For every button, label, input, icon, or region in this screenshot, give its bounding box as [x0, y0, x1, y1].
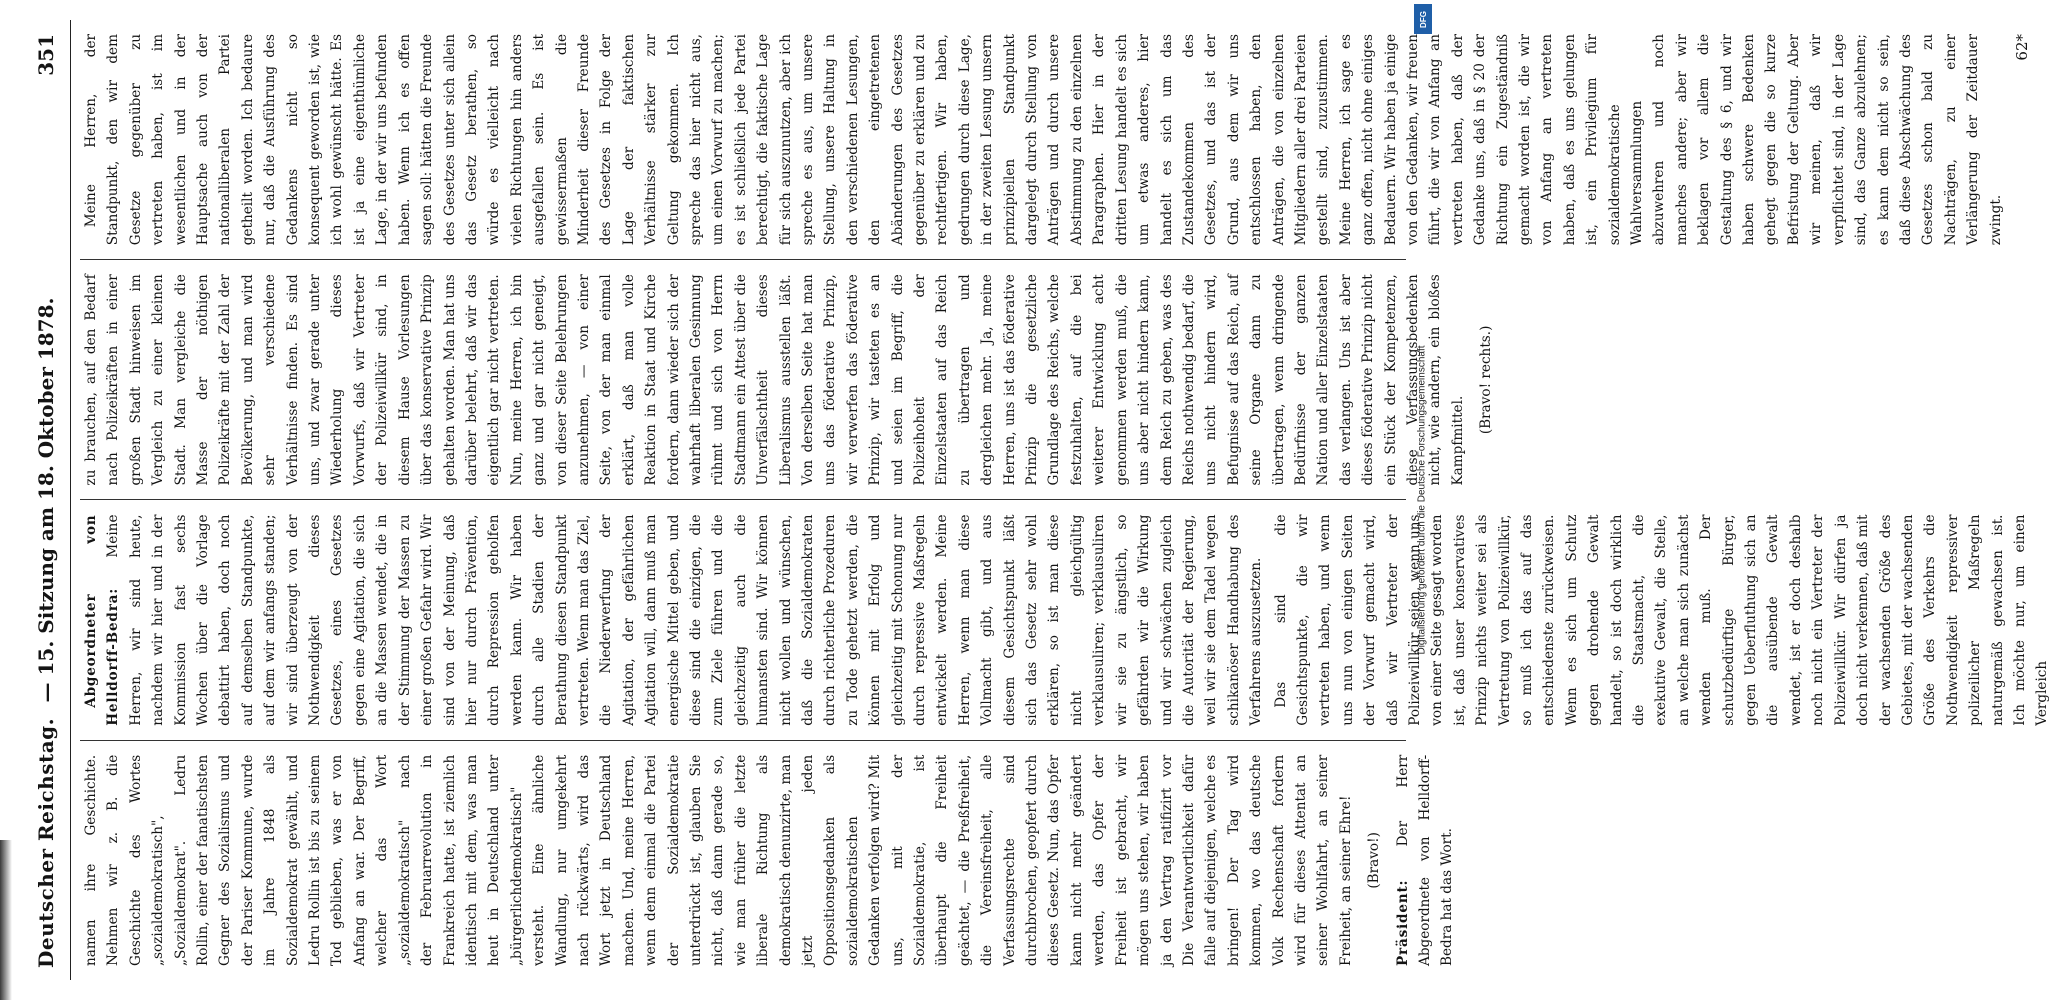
paragraph: Das sind die Gesichtspunkte, die wir vertreten haben, und wenn uns nun von einigen Seiten der Vorwurf gemacht wird, daß wir Vertreter der Polizeiwillkür seien, wenn uns von einer Seite gesagt worden ist, daß unser konservatives Prinzip nichts weiter sei als Vertretung von Polizeiwillkür, so muß ich das auf das entschiedenste zurückweisen. Wenn es sich um Schutz gegen drohende Gewalt handelt, so ist doch wirklich die Staatsmacht, die exekutive Gewalt, die Stelle, an welche man sich zunächst wenden muß. Der schutzbedürftige Bürger, gegen Ueberfluthung sich an die ausübende Gewalt wendet, ist er doch deshalb noch nicht ein Vertreter der Polizeiwillkür. Wir dürfen ja doch nicht verkennen, daß mit der wachsenden Größe des Gebietes, mit der wachsenden Größe des Verkehrs die Nothwendigkeit repressiver polizeilicher Maßregeln naturgemäß gewachsen ist. Ich möchte nur, um einen Vergleich — [1272, 514, 2051, 726]
paragraph: Meine Herren, wir sind heute, nachdem wir hier und in der Kommission fast sechs Wochen über die Vorlage debattirt haben, doch noch auf demselben Standpunkte, auf dem wir anfangs standen; wir sind überzeugt von der Nothwendigkeit dieses Gesetzes, eines Gesetzes gegen eine Agitation, die sich an die Massen wendet, die in der Stimmung der Massen zu einer großen Gefahr wird. Wir sind von der Meinung, daß hier nur durch Prävention, durch Repression geholfen werden kann. Wir haben durch alle Stadien der Berathung diesen Standpunkt vertreten. Wenn man das Ziel, die Niederwerfung der Agitation, der gefährlichen Agitation will, dann muß man energische Mittel geben, und diese sind die einzigen, die zum Ziele führen und die gleichzeitig auch die humansten sind. Wir können nicht wollen und wünschen, daß die Sozialdemokraten durch richterliche Prozeduren zu Tode gehetzt werden, die können mit Erfolg und gleichzeitig mit Schonung nur durch repressive Maßregeln entwickelt werden. Meine Herren, wenn man diese Vollmacht gibt, und aus diesem Gesichtspunkt läßt sich das Gesetz sehr wohl erklären, so ist man diese nicht gleichgültig verklausuliren; verklausuliren wir sie zu ängstlich, so gefährden wir die Wirkung und wir schwächen zugleich die Autorität der Regierung, weil wir sie dem Tadel wegen schikanöser Handhabung des Verfahrens auszusetzen. — [105, 514, 1265, 726]
session-date: — 15. Sitzung am 18. Oktober 1878. — [34, 297, 58, 703]
publication-title: Deutscher Reichstag. — [34, 717, 58, 968]
page-edge-shadow — [0, 840, 12, 1000]
page-number: 351 — [34, 34, 58, 76]
applause-note: (Bravo!) — [1366, 832, 1383, 889]
digitization-credit — [1414, 0, 1430, 1000]
statement-text: Der Herr Abgeordnete von Helldorff-Bedra hat das Wort. — [1394, 754, 1456, 966]
logo-text: DFG — [1418, 10, 1428, 28]
speech-opening — [80, 515, 1268, 726]
applause-note: (Bravo! rechts.) — [1478, 325, 1495, 435]
paragraph: namen ihre Geschichte. Nehmen wir z. B. die Geschichte des Wortes „sozialdemokratisch", „Sozialdemokrat". Ledru Rollin, einer der fanatischsten Gegner des Sozialismus und der Pariser Kommune, wurde im Jahre 1848 als Sozialdemokrat gewählt, und Ledru Rollin ist bis zu seinem Tod geblieben, was er von Anfang an war. Der Begriff, welcher das Wort „sozialdemokratisch" nach der Februarrevolution in Frankreich hatte, ist ziemlich identisch mit dem, was man heut in Deutschland unter „bürgerlichdemokratisch" versteht. Eine ähnliche Wandlung, nur umgekehrt nach rückwärts, wird das Wort jetzt in Deutschland machen. Und, meine Herren, wenn denn einmal die Partei der Sozialdemokratie unterdrückt ist, glauben Sie nicht, daß dann gerade so, wie man früher die letzte liberale Richtung als demokratisch denunzirte, man jetzt jeden Oppositionsgedanken als sozialdemokratischen Gedanken verfolgen wird? Mit uns, mit der Sozialdemokratie, ist überhaupt die Freiheit geächtet, — die Preßfreiheit, die Vereinsfreiheit, alle Verfassungsrechte sind durchbrochen, geopfert durch dieses Gesetz. Nun, das Opfer kann nicht mehr geändert werden, das Opfer der Freiheit ist gebracht, wir mögen uns stehen, wir haben ja den Vertrag ratifizirt vor Die Verantwortlichkeit dafür falle auf diejenigen, welche es bringen! Der Tag wird kommen, wo das deutsche Volk Rechenschaft fordern wird für dieses Attentat an seiner Wohlfahrt, an seiner Freiheit, an seiner Ehre! — [83, 754, 1354, 966]
page-header — [26, 20, 71, 980]
speaker-label: Abgeordneter von Helldorff-Bedra: — [83, 514, 122, 726]
signature-mark: 62* — [2012, 34, 2031, 61]
paragraph: zu brauchen, auf den Bedarf nach Polizeikräften in einer großen Stadt hinweisen im Vergleich zu einer kleinen Stadt. Man vergleiche die Masse der nöthigen Polizeikräfte mit der Zahl der Bevölkerung, und man wird sehr verschiedene Verhältnisse finden. Es sind uns, und zwar gerade unter Wiederholung dieses Vorwurfs, daß wir Vertreter der Polizeiwillkür sind, in diesem Hause Vorlesungen über das konservative Prinzip gehalten worden. Man hat uns darüber belehrt, daß wir das eigentlich gar nicht vertreten. Nun, meine Herren, ich bin ganz und gar nicht geneigt, von dieser Seite Belehrungen anzunehmen, — von einer Seite, von der man einmal erklärt, daß man volle Reaktion in Staat und Kirche fordern, dann wieder sich der wahrhaft liberalen Gesinnung rühmt und sich von Herrn Stadtmann ein Attest über die Unverfälschtheit dieses Liberalismus ausstellen läßt. Von derselben Seite hat man uns das föderative Prinzip, wir verwerfen das föderative Prinzip, wir tasteten es an und seien im Begriff, die Polizeihoheit der Einzelstaaten auf das Reich zu übertragen und dergleichen mehr. Ja, meine Herren, uns ist das föderative Prinzip die gesetzliche Grundlage des Reichs, welche festzuhalten, auf die bei weiterer Entwicklung acht genommen werden muß, die uns aber nicht hindern kann, dem Reich zu geben, was des Reichs nothwendig bedarf, die uns nicht hindern wird, Befugnisse auf das Reich, auf seine Organe dann zu übertragen, wenn dringende Bedürfnisse der ganzen Nation und aller Einzelstaaten das verlangen. Uns ist aber dieses föderative Prinzip nicht ein Stück der Kompetenzen, diese Verfassungsbedenken nicht, wie andern, ein bloßes Kampfmittel. — [83, 274, 1466, 486]
column-1 — [80, 741, 1456, 980]
speaker-label: Präsident: — [1394, 879, 1411, 966]
dfg-logo — [1414, 4, 1432, 34]
credit-text: Digitalisierung gefördert durch die Deutsche Forschungsgemeinschaft — [1416, 345, 1428, 655]
paragraph: Meine Herren, der Standpunkt, den wir dem Gesetze gegenüber zu vertreten haben, ist im wesentlichen und in der Hauptsache auch von der nationalliberalen Partei getheilt worden. Ich bedaure nur, daß die Ausführung des Gedankens nicht so konsequent geworden ist, wie ich wohl gewünscht hätte. Es ist ja eine eigenthümliche Lage, in der wir uns befunden haben. Wenn ich es offen sagen soll: hätten die Freunde des Gesetzes unter sich allein das Gesetz berathen, so würde es vielleicht nach vielen Richtungen hin anders ausgefallen sein. Es ist gewissermaßen die Minderheit dieser Freunde des Gesetzes in Folge der Lage der faktischen Verhältnisse stärker zur Geltung gekommen. Ich spreche das hier nicht aus, um einen Vorwurf zu machen; es ist schließlich jede Partei berechtigt, die faktische Lage für sich auszunutzen, aber ich spreche es aus, um unsere Stellung, unsere Haltung in den verschiedenen Lesungen, den eingetretenen Abänderungen des Gesetzes gegenüber zu erklären und zu rechtfertigen. Wir haben, gedrungen durch diese Lage, in der zweiten Lesung unsern prinzipiellen Standpunkt dargelegt durch Stellung von Anträgen und durch unsere Abstimmung zu den einzelnen Paragraphen. Hier in der dritten Lesung handelt es sich um etwas anderes, hier handelt es sich um das Zustandekommen des Gesetzes, und das ist der Grund, aus dem wir uns entschlossen haben, den Anträgen, die von einzelnen Mitgliedern aller drei Parteien gestellt sind, zuzustimmen. Meine Herren, ich sage es ganz offen, nicht ohne einiges Bedauern. Wir haben ja einige von den Gedanken, wir freuen führt, die wir von Anfang an vertreten haben, daß der Gedanke uns, daß in § 20 der Richtung ein Zugeständniß gemacht worden ist, die wir von Anfang an vertreten haben, daß es uns gelungen ist, ein Privilegium für sozialdemokratische Wahlversammlungen abzuwehren und noch manches andere; aber wir beklagen vor allem die Gestaltung des § 6, und wir haben schwere Bedenken gehegt gegen die so kurze Befristung der Geltung. Aber wir meinen, daß wir verpflichtet sind, in der Lage sind, das Ganze abzulehnen; es kann dem nicht so sein, daß diese Abschwächung des Gesetzes schon bald zu Nachträgen, zu einer Verlängerung der Zeitdauer zwingt. — [83, 34, 2004, 246]
column-4 — [80, 20, 2031, 260]
column-2 — [80, 501, 2051, 741]
